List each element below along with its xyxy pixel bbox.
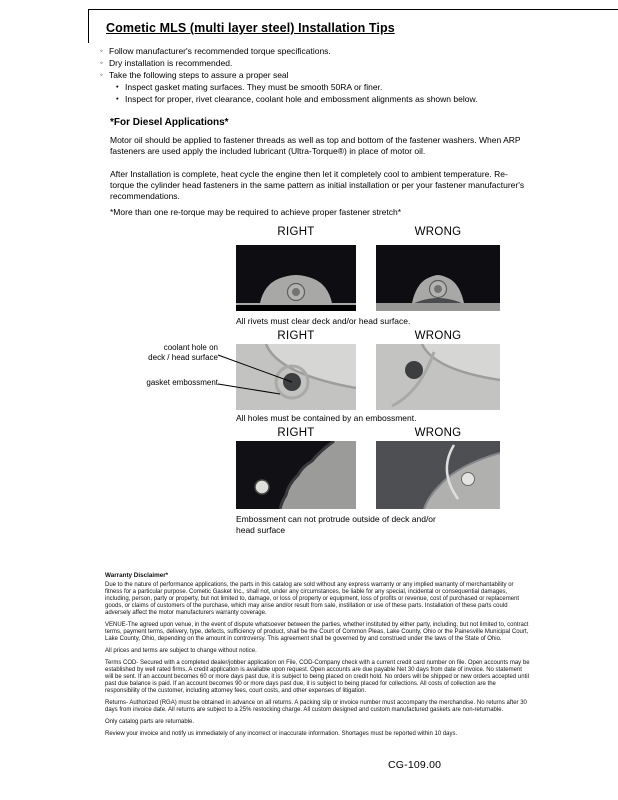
diesel-paragraph-2: After Installation is complete, heat cycle the engine then let it completely cool to ambient temperature. Re-torque the cylinder head fasteners in the same pattern as initial installation or per your fastener manufacturer's recommendations. bbox=[110, 169, 525, 202]
list-item bbox=[100, 57, 477, 69]
list-item bbox=[116, 81, 477, 93]
legal-paragraph: Review your invoice and notify us immediately of any incorrect or inaccurate information. Shortages must be reported within 10 days. bbox=[105, 731, 458, 737]
row1-wrong-label: WRONG bbox=[414, 226, 462, 238]
legal-text-block bbox=[105, 572, 531, 743]
legal-paragraph: Only catalog parts are returnable. bbox=[105, 719, 195, 725]
row2-caption: All holes must be contained by an embossment. bbox=[236, 413, 417, 423]
row3-wrong-label: WRONG bbox=[414, 427, 462, 439]
bullet-icon: • bbox=[116, 94, 119, 103]
page-code: CG-109.00 bbox=[388, 759, 442, 771]
page-top-border bbox=[88, 9, 618, 10]
open-bullet-icon: ◦ bbox=[100, 46, 103, 55]
tip-text: Inspect for proper, rivet clearance, coolant hole and embossment alignments as shown below. bbox=[125, 94, 478, 104]
row3-caption: Embossment can not protrude outside of deck and/or head surface bbox=[236, 514, 436, 535]
annotation-line: coolant hole on bbox=[163, 343, 218, 352]
page-left-border bbox=[88, 9, 89, 43]
list-item bbox=[116, 93, 477, 105]
legal-paragraph: VENUE-The agreed upon venue, in the event of dispute whatsoever between the parties, whether instituted by either party, including, but not limited to, contract terms, payment terms, delivery, type, defects, sufficiency of product, shall be the Court of Common Pleas, Lake County, Ohio or the Painesville Municipal Court, Lake County, Ohio, depending on the amount in controversy. This agreement shall be governed by and construed under the laws of the State of Ohio. bbox=[105, 622, 529, 642]
annotation-pointer-lines bbox=[200, 338, 310, 408]
legal-paragraph: All prices and terms are subject to change without notice. bbox=[105, 648, 257, 654]
page-title: Cometic MLS (multi layer steel) Installation Tips bbox=[106, 21, 395, 35]
diagram-rivet-right-image bbox=[236, 245, 356, 311]
list-item bbox=[100, 45, 477, 57]
open-bullet-icon: ◦ bbox=[100, 58, 103, 67]
row2-right-label: RIGHT bbox=[277, 330, 315, 342]
tip-text: Dry installation is recommended. bbox=[109, 58, 233, 68]
legal-paragraph: Terms COD- Secured with a completed dealer/jobber application on File, COD-Company check with a current credit card number on file. Open accounts may be established by well rated firms. A credit application is available upon request. Open accounts are due payable Net 30 days from date of invoice. No statement will be sent. If an account becomes 60 or more days past due, it is subject to being placed on credit hold. No orders will be shipped or new orders accepted until past due balance is paid. If an account becomes 90 or more days past due, it is subject to being placed for collections. All costs of collection are the responsibility of the customer, including attorney fees, court costs, and other expenses of litigation. bbox=[105, 660, 530, 694]
diagram-embossment-right-image bbox=[236, 441, 356, 509]
list-item bbox=[100, 69, 477, 81]
tip-text: Follow manufacturer's recommended torque specifications. bbox=[109, 46, 331, 56]
open-bullet-icon: ◦ bbox=[100, 70, 103, 79]
annotation-line: deck / head surface bbox=[148, 352, 218, 362]
diagram-rivet-wrong-image bbox=[376, 245, 500, 311]
retorque-note: *More than one re-torque may be required to achieve proper fastener stretch* bbox=[110, 207, 402, 217]
tip-text: Inspect gasket mating surfaces. They must be smooth 50RA or finer. bbox=[125, 82, 383, 92]
row1-caption: All rivets must clear deck and/or head surface. bbox=[236, 316, 411, 326]
row3-right-label: RIGHT bbox=[277, 427, 315, 439]
diagram-coolant-wrong-image bbox=[376, 344, 500, 410]
diesel-paragraph-1: Motor oil should be applied to fastener threads as well as top and bottom of the fastener washers. When ARP fasteners are used apply the included lubricant (Ultra-Torque®) in place of motor oil. bbox=[110, 135, 521, 157]
legal-paragraph: Returns- Authorized (RGA) must be obtained in advance on all returns. A packing slip or invoice number must accompany the merchandise. No returns after 30 days from invoice date. All returns are subject to a 25% restocking charge. All custom designed and custom manufactured gaskets are non-returnable. bbox=[105, 700, 527, 713]
warranty-disclaimer-heading: Warranty Disclaimer* bbox=[105, 572, 169, 579]
row2-wrong-label: WRONG bbox=[414, 330, 462, 342]
diagram-embossment-wrong-image bbox=[376, 441, 500, 509]
tip-text: Take the following steps to assure a proper seal bbox=[109, 70, 289, 80]
row1-right-label: RIGHT bbox=[277, 226, 315, 238]
bullet-icon: • bbox=[116, 82, 119, 91]
diesel-applications-heading: *For Diesel Applications* bbox=[110, 117, 229, 128]
tips-list bbox=[100, 45, 477, 105]
gasket-embossment-annotation: gasket embossment bbox=[146, 378, 218, 387]
legal-paragraph: Due to the nature of performance applications, the parts in this catalog are sold without any express warranty or any implied warranty of merchantability or fitness for a particular purpose. Cometic Gasket Inc., shall not, under any circumstances, be liable for any special, incidental or consequential damages, including, person, party or property, but not limited to, damage, or loss of property or equipment, loss of profits or revenue, cost of purchased or replacement goods, or claims of customers of the purchase, which may arise and/or result from sale, instillation or use of these parts. Installation of these parts could adversely affect the motor manufacturers warranty coverage. bbox=[105, 582, 520, 616]
